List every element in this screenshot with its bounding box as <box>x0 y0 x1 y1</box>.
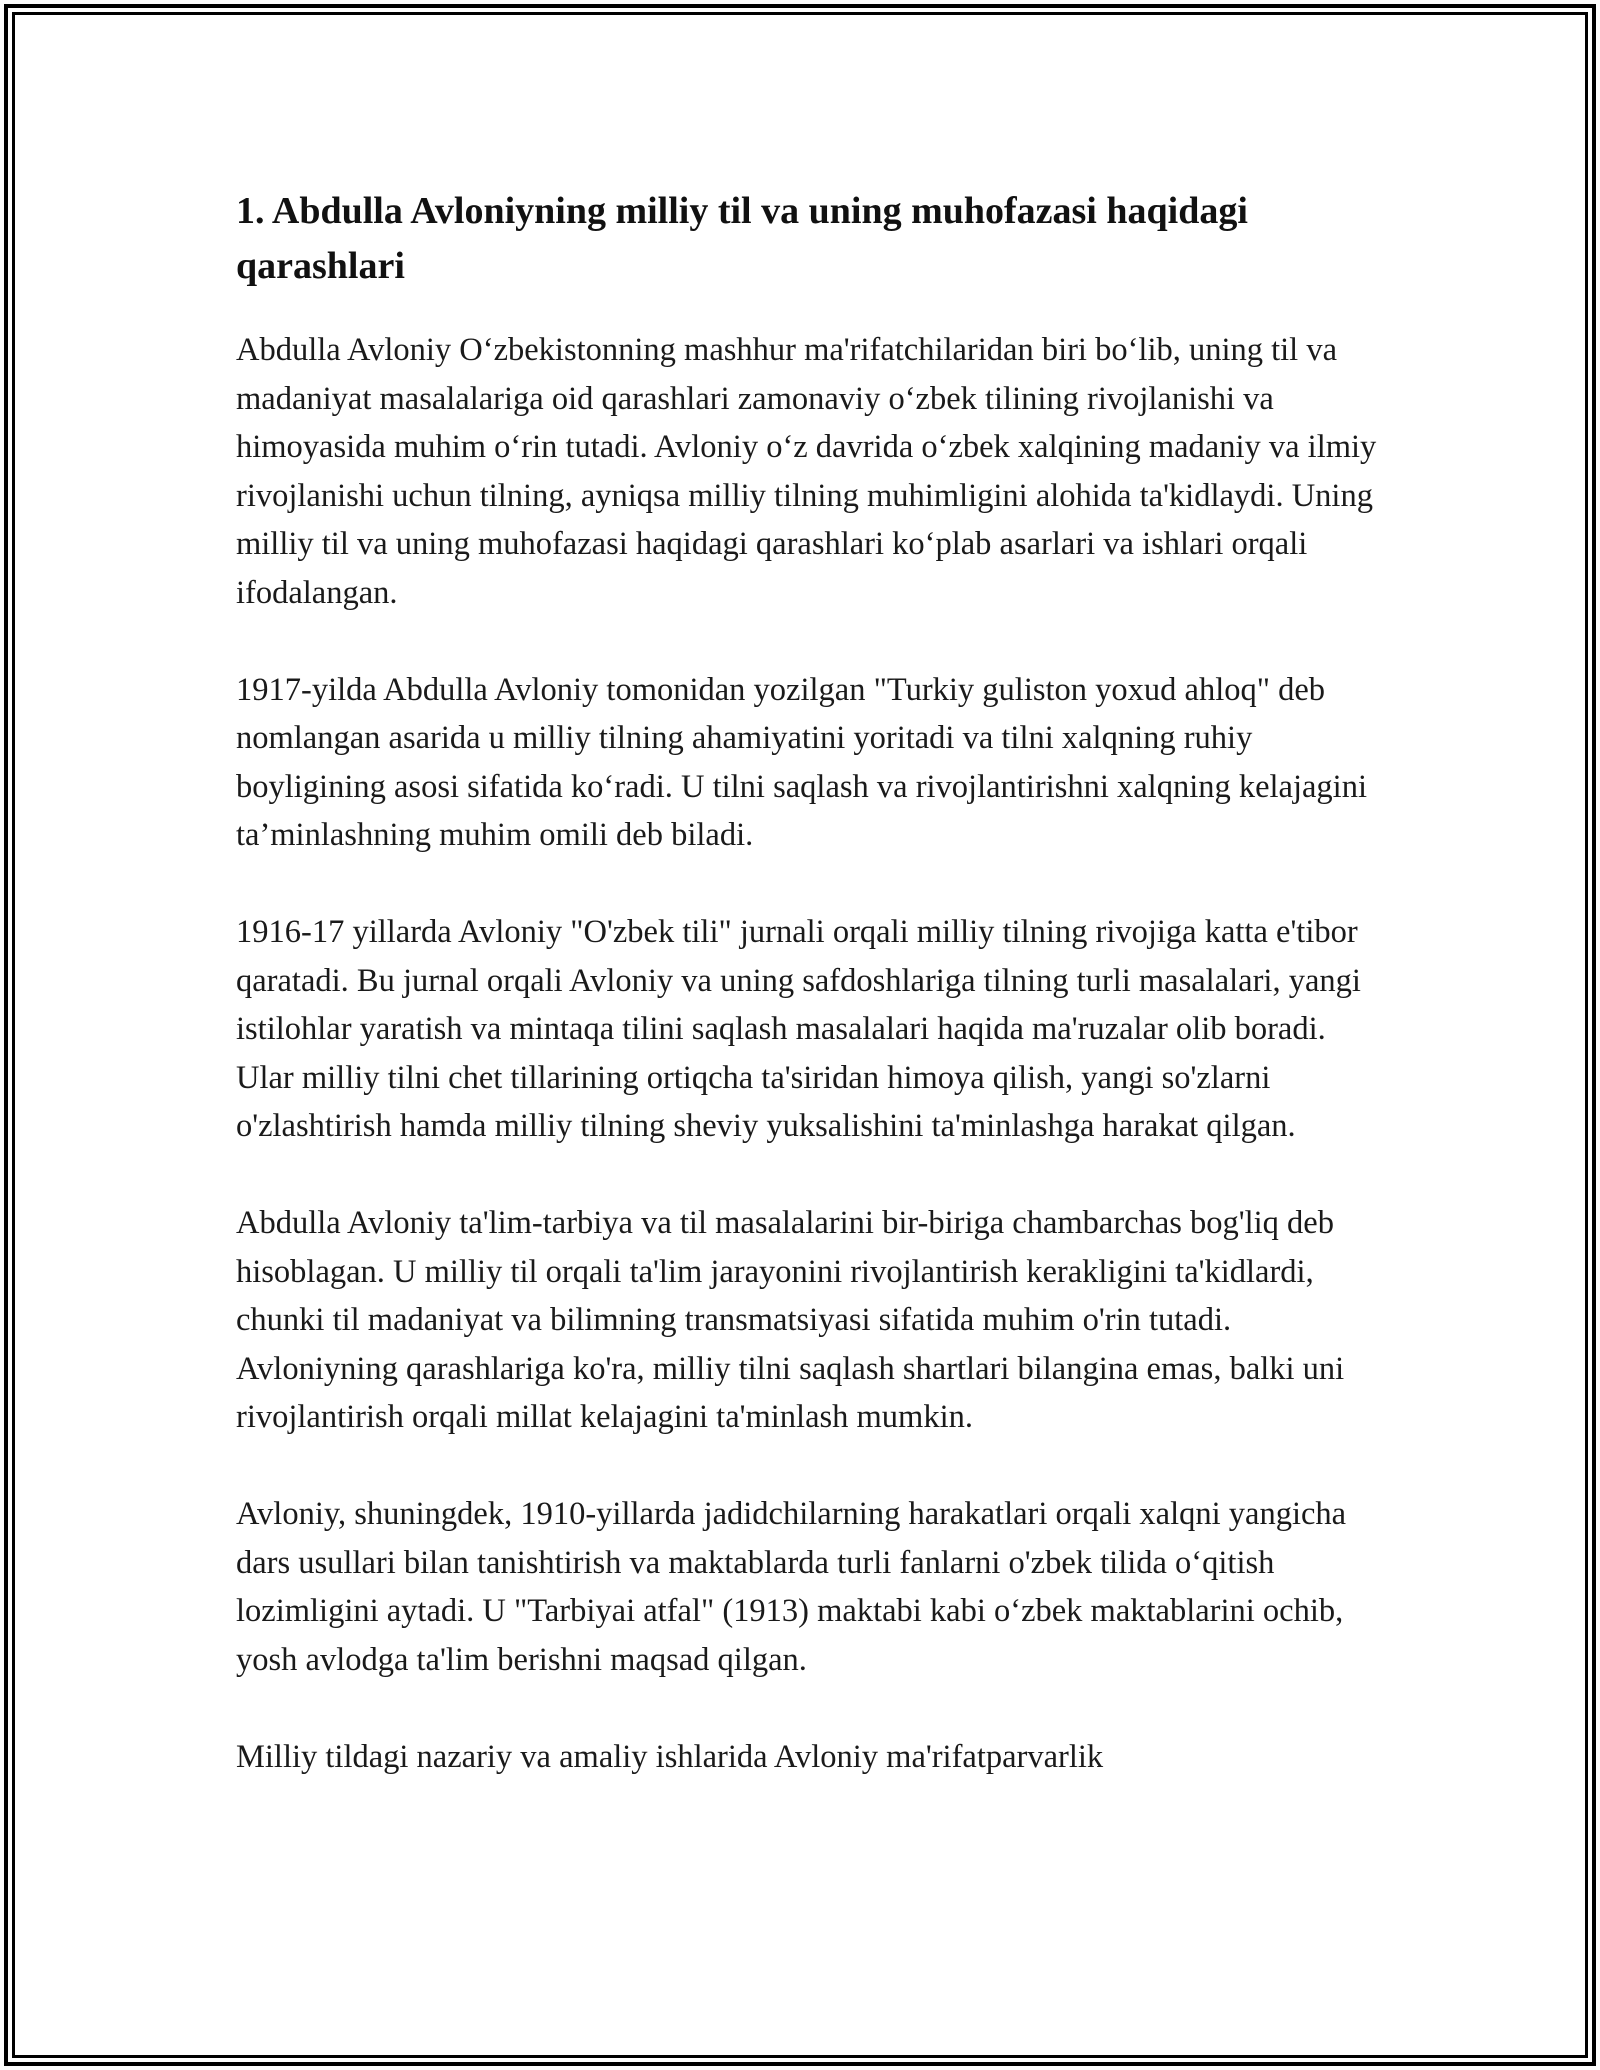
paragraph-2: 1917-yilda Abdulla Avloniy tomonidan yozilgan "Turkiy guliston yoxud ahloq" deb nomlangan asarida u milliy tilning ahamiyatini yoritadi va tilni xalqning ruhiy boyligining asosi sifatida ko‘radi. U tilni saqlash va rivojlantirishni xalqning kelajagini ta’minlashning muhim omili deb biladi. <box>236 671 1367 853</box>
paragraph-6: Milliy tildagi nazariy va amaliy ishlarida Avloniy ma'rifatparvarlik <box>236 1738 1104 1775</box>
paragraph-1: Abdulla Avloniy O‘zbekistonning mashhur ma'rifatchilaridan biri bo‘lib, uning til va madaniyat masalalariga oid qarashlari zamonaviy o‘zbek tilining rivojlanishi va himoyasida muhim o‘rin tutadi. Avloniy o‘z davrida o‘zbek xalqining madaniy va ilmiy rivojlanishi uchun tilning, ayniqsa milliy tilning muhimligini alohida ta'kidlaydi. Uning milliy til va uning muhofazasi haqidagi qarashlari ko‘plab asarlari va ishlari orqali ifodalangan. <box>236 332 1377 611</box>
paragraph-5: Avloniy, shuningdek, 1910-yillarda jadidchilarning harakatlari orqali xalqni yangicha dars usullari bilan tanishtirish va maktablarda turli fanlarni o'zbek tilida o‘qitish lozimligini aytadi. U "Tarbiyai atfal" (1913) maktabi kabi o‘zbek maktablarini ochib, yosh avlodga ta'lim berishni maqsad qilgan. <box>236 1496 1347 1678</box>
document-body <box>236 184 1381 1830</box>
section-heading: 1. Abdulla Avloniyning milliy til va uning muhofazasi haqidagi qarashlari <box>236 190 1248 287</box>
paragraph-4: Abdulla Avloniy ta'lim-tarbiya va til masalalarini bir-biriga chambarchas bog'liq deb hisoblagan. U milliy til orqali ta'lim jarayonini rivojlantirish kerakligini ta'kidlardi, chunki til madaniyat va bilimning transmatsiyasi sifatida muhim o'rin tutadi. Avloniyning qarashlariga ko'ra, milliy tilni saqlash shartlari bilangina emas, balki uni rivojlantirish orqali millat kelajagini ta'minlash mumkin. <box>236 1205 1345 1435</box>
paragraph-3: 1916-17 yillarda Avloniy "O'zbek tili" jurnali orqali milliy tilning rivojiga katta e'tibor qaratadi. Bu jurnal orqali Avloniy va uning safdoshlariga tilning turli masalalari, yangi istilohlar yaratish va mintaqa tilini saqlash masalalari haqida ma'ruzalar olib boradi. Ular milliy tilni chet tillarining ortiqcha ta'siridan himoya qilish, yangi so'zlarni o'zlashtirish hamda milliy tilning sheviy yuksalishini ta'minlashga harakat qilgan. <box>236 914 1361 1144</box>
